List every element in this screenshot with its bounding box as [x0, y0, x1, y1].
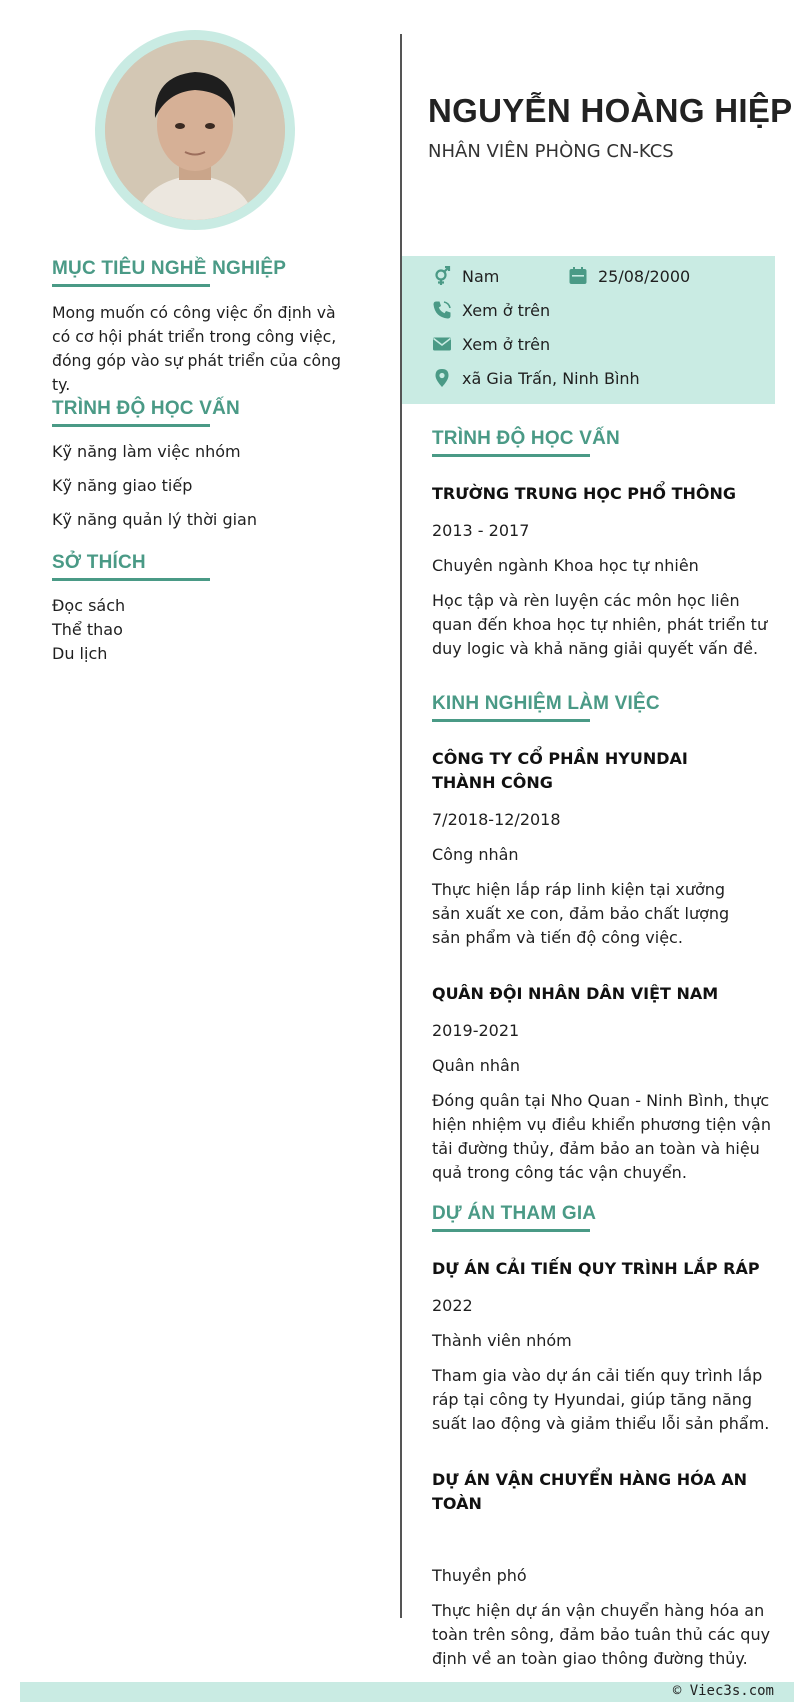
project-name: DỰ ÁN VẬN CHUYỂN HÀNG HÓA AN TOÀN: [432, 1470, 748, 1513]
skill-item: Kỹ năng giao tiếp: [52, 476, 193, 495]
school-period: 2013 - 2017: [432, 521, 530, 540]
heading-underline: [52, 578, 210, 581]
project-item: [432, 1257, 772, 1436]
company-name: QUÂN ĐỘI NHÂN DÂN VIỆT NAM: [432, 984, 719, 1003]
education-section: [432, 428, 772, 661]
contact-phone: [432, 300, 550, 320]
project-item: [432, 1468, 772, 1671]
skill-item: Kỹ năng làm việc nhóm: [52, 442, 241, 461]
school-name: TRƯỜNG TRUNG HỌC PHỔ THÔNG: [432, 484, 737, 503]
gender-value: Nam: [462, 266, 500, 286]
skills-heading: TRÌNH ĐỘ HỌC VẤN: [52, 398, 240, 419]
heading-underline: [432, 719, 590, 722]
contact-gender: [432, 266, 499, 286]
company-name: CÔNG TY CỔ PHẦN HYUNDAI THÀNH CÔNG: [432, 749, 688, 792]
project-period: [432, 1529, 772, 1553]
hobbies-heading: SỞ THÍCH: [52, 552, 146, 573]
job-period: 2019-2021: [432, 1021, 520, 1040]
gender-icon: [432, 266, 452, 286]
contact-address: [432, 368, 640, 388]
footer-bar: [20, 1682, 794, 1702]
birthdate-value: 25/08/2000: [598, 266, 691, 286]
job-title: NHÂN VIÊN PHÒNG CN-KCS: [428, 141, 674, 162]
school-description: Học tập và rèn luyện các môn học liên quan đến khoa học tự nhiên, phát triển tư duy logic và khả năng giải quyết vấn đề.: [432, 591, 768, 658]
experience-item: [432, 747, 772, 950]
job-description: Đóng quân tại Nho Quan - Ninh Bình, thực hiện nhiệm vụ điều khiển phương tiện vận tải đường thủy, đảm bảo an toàn và hiệu quả trong công tác vận chuyển.: [432, 1091, 771, 1182]
avatar-ring: [95, 30, 295, 230]
email-value: Xem ở trên: [462, 334, 551, 354]
job-role: Công nhân: [432, 845, 519, 864]
location-icon: [432, 368, 452, 388]
heading-underline: [432, 454, 590, 457]
projects-heading: DỰ ÁN THAM GIA: [432, 1203, 597, 1224]
heading-underline: [432, 1229, 590, 1232]
avatar-photo: [105, 40, 285, 220]
objective-heading: MỤC TIÊU NGHỀ NGHIỆP: [52, 258, 287, 279]
phone-icon: [432, 300, 452, 320]
job-role: Quân nhân: [432, 1056, 520, 1075]
heading-underline: [52, 284, 210, 287]
experience-section: [432, 693, 772, 1185]
hobby-item: Du lịch: [52, 644, 108, 663]
projects-section: [432, 1203, 772, 1671]
address-value: xã Gia Trấn, Ninh Bình: [462, 368, 640, 388]
skill-item: Kỹ năng quản lý thời gian: [52, 510, 257, 529]
project-description: Tham gia vào dự án cải tiến quy trình lắp ráp tại công ty Hyundai, giúp tăng năng suất lao động và giảm thiểu lỗi sản phẩm.: [432, 1366, 770, 1433]
contact-birthdate: [568, 266, 690, 286]
phone-value: Xem ở trên: [462, 300, 551, 320]
project-role: Thuyền phó: [432, 1566, 527, 1585]
footer-credit: © Viec3s.com: [672, 1683, 774, 1699]
project-name: DỰ ÁN CẢI TIẾN QUY TRÌNH LẮP RÁP: [432, 1259, 760, 1278]
job-period: 7/2018-12/2018: [432, 810, 561, 829]
objective-section: [52, 258, 357, 397]
job-description: Thực hiện lắp ráp linh kiện tại xưởng sản xuất xe con, đảm bảo chất lượng sản phẩm và tiến độ công việc.: [432, 880, 730, 947]
experience-heading: KINH NGHIỆM LÀM VIỆC: [432, 693, 660, 714]
skills-section: [52, 398, 357, 532]
email-icon: [432, 334, 452, 354]
experience-item: [432, 982, 772, 1185]
project-role: Thành viên nhóm: [432, 1331, 572, 1350]
avatar: [105, 40, 285, 220]
calendar-icon: [568, 266, 588, 286]
hobby-item: Thể thao: [52, 620, 123, 639]
hobby-item: Đọc sách: [52, 596, 126, 615]
heading-underline: [52, 424, 210, 427]
project-description: Thực hiện dự án vận chuyển hàng hóa an toàn trên sông, đảm bảo tuân thủ các quy định về an toàn giao thông đường thủy.: [432, 1601, 771, 1668]
project-period: 2022: [432, 1296, 473, 1315]
education-heading: TRÌNH ĐỘ HỌC VẤN: [432, 428, 620, 449]
objective-text: Mong muốn có công việc ổn định và có cơ hội phát triển trong công việc, đóng góp vào sự phát triển của công ty.: [52, 303, 342, 394]
hobbies-section: [52, 552, 357, 666]
contact-email: [432, 334, 550, 354]
contact-box: [402, 256, 775, 404]
school-major: Chuyên ngành Khoa học tự nhiên: [432, 556, 699, 575]
candidate-name: NGUYỄN HOÀNG HIỆP: [428, 92, 793, 129]
